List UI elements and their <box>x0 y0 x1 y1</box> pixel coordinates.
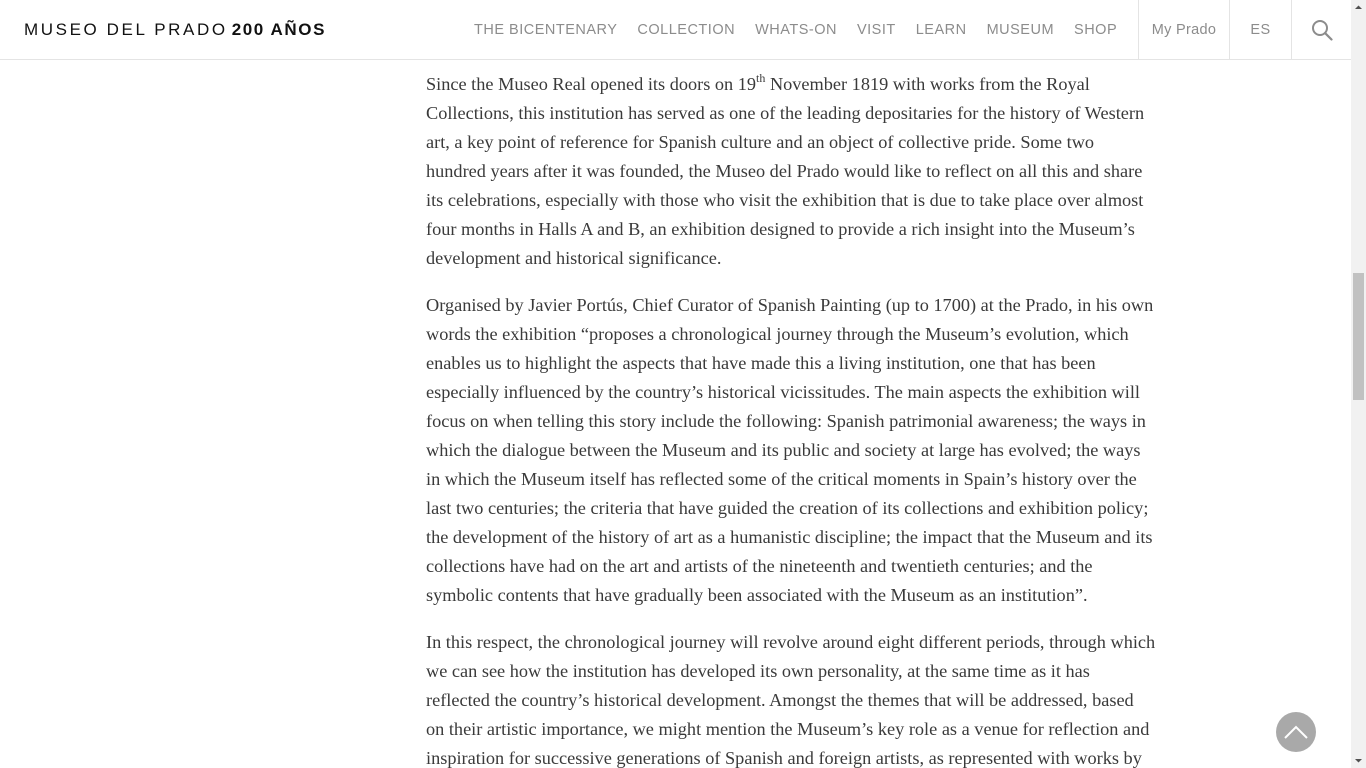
nav-item-learn[interactable]: LEARN <box>915 22 967 38</box>
main-nav <box>474 0 1137 60</box>
chevron-up-icon <box>1283 724 1309 740</box>
language-switch[interactable]: ES <box>1250 22 1271 38</box>
logo-bicentenary: 200 AÑOS <box>231 20 327 39</box>
nav-item-whats-on[interactable]: WHATS-ON <box>755 22 837 38</box>
scroll-down-arrow[interactable] <box>1351 753 1366 768</box>
search-button[interactable] <box>1292 0 1351 59</box>
scrollbar-thumb[interactable] <box>1353 273 1364 400</box>
page-scrollbar[interactable] <box>1351 0 1366 768</box>
search-icon <box>1311 19 1333 41</box>
site-header <box>0 0 1351 60</box>
nav-item-museum[interactable]: MUSEUM <box>986 22 1055 38</box>
arrow-up-icon <box>1351 0 1366 15</box>
nav-item-visit[interactable]: VISIT <box>856 22 896 38</box>
scroll-up-arrow[interactable] <box>1351 0 1366 15</box>
paragraph-2: Organised by Javier Portús, Chief Curator of Spanish Painting (up to 1700) at the Prado, in his own words the exhibition “proposes a chronological journey through the Museum’s evolution, which enables us to highlight the aspects that have made this a living institution, one that has been especially influenced by the country’s historical vicissitudes. The main aspects the exhibition will focus on when telling this story include the following: Spanish patrimonial awareness; the ways in which the dialogue between the Museum and its public and society at large has evolved; the ways in which the Museum itself has reflected some of the critical moments in Spain’s history over the last two centuries; the criteria that have guided the creation of its collections and exhibition policy; the development of the history of art as a humanistic discipline; the impact that the Museum and its collections have had on the art and artists of the nineteenth and twentieth centuries; and the symbolic contents that have gradually been associated with the Museum as an institution”. <box>426 295 1154 605</box>
paragraph-1-start: Since the Museo Real opened its doors on 19 <box>426 74 757 94</box>
paragraph-3: In this respect, the chronological journey will revolve around eight different periods, through which we can see how the institution has developed its own personality, at the same time as it has reflected the country’s historical development. Amongst the themes that will be addressed, based on their artistic importance, we might mention the Museum’s key role as a venue for reflection and inspiration for successive generations of Spanish and foreign artists, as represented with works by <box>426 632 1156 768</box>
nav-item-bicentenary[interactable]: THE BICENTENARY <box>474 22 618 38</box>
nav-item-collection[interactable]: COLLECTION <box>637 22 736 38</box>
back-to-top-button[interactable] <box>1276 712 1316 752</box>
my-prado-link[interactable]: My Prado <box>1151 22 1217 38</box>
arrow-down-icon <box>1351 753 1366 768</box>
ordinal-suffix: th <box>756 71 766 85</box>
paragraph-1 <box>426 70 1156 273</box>
nav-item-shop[interactable]: SHOP <box>1074 22 1118 38</box>
site-logo[interactable] <box>24 18 326 42</box>
logo-text: MUSEO DEL PRADO <box>24 20 228 39</box>
article-body <box>426 70 1156 768</box>
paragraph-1-rest: November 1819 with works from the Royal Collections, this institution has served as one of the leading depositaries for the history of Western art, a key point of reference for Spanish culture and an object of collective pride. Some two hundred years after it was founded, the Museo del Prado would like to reflect on all this and share its celebrations, especially with those who visit the exhibition that is due to take place over almost four months in Halls A and B, an exhibition designed to provide a rich insight into the Museum’s development and historical significance. <box>426 74 1145 268</box>
